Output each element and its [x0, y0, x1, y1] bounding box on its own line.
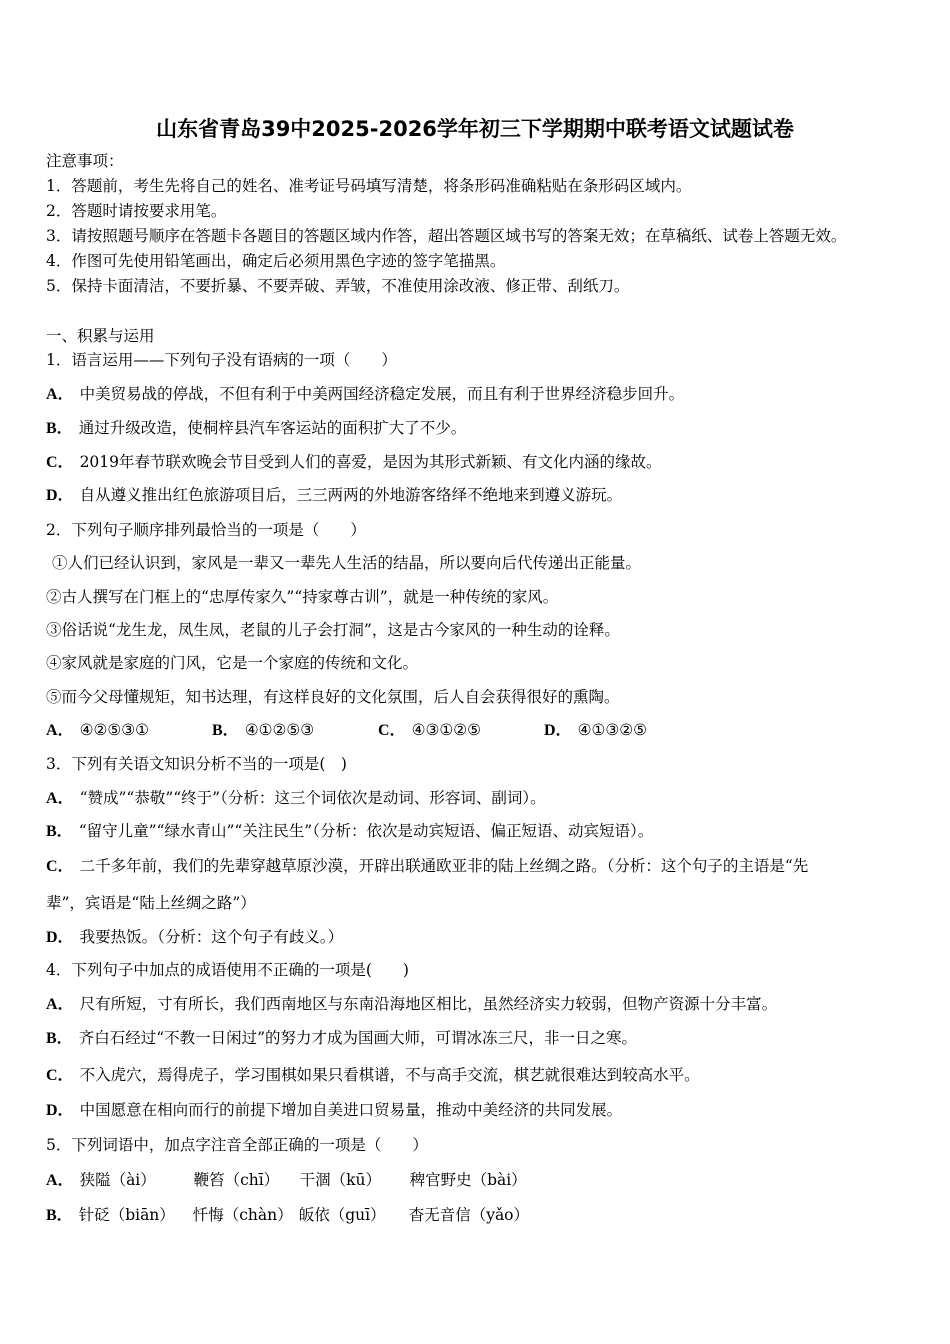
notice-item: 5．保持卡面清洁，不要折暴、不要弄破、弄皱，不准使用涂改液、修正带、刮纸刀。	[46, 277, 630, 295]
option	[46, 418, 466, 439]
option-text: 2019年春节联欢晚会节目受到人们的喜爱，是因为其形式新颖、有文化内涵的缘故。	[79, 453, 662, 471]
option: A． 尺有所短，寸有所长，我们西南地区与东南沿海地区相比，虽然经济实力较弱，但物产资源十分丰富。	[46, 995, 778, 1013]
sentence: ④家风就是家庭的门风，它是一个家庭的传统和文化。	[46, 654, 419, 672]
sentence: ②古人撰写在门框上的“忠厚传家久”“持家尊古训”，就是一种传统的家风。	[46, 588, 559, 606]
option-text: 自从遵义推出红色旅游项目后，三三两两的外地游客络绎不绝地来到遵义游玩。	[79, 486, 623, 504]
option: D． 中国愿意在相向而行的前提下增加自美进口贸易量，推动中美经济的共同发展。	[46, 1101, 623, 1119]
option-label: A．	[46, 386, 74, 403]
option-text: 通过升级改造，使桐梓县汽车客运站的面积扩大了不少。	[78, 419, 467, 437]
option	[46, 485, 622, 506]
option-text: 中美贸易战的停战，不但有利于中美两国经济稳定发展，而且有利于世界经济稳步回升。	[79, 385, 685, 403]
option	[46, 452, 662, 473]
notice-item: 3．请按照题号顺序在答题卡各题目的答题区域内作答，超出答题区域书写的答案无效；在草稿纸、试卷上答题无效。	[46, 227, 847, 245]
question-stem: 3．下列有关语文知识分析不当的一项是( )	[46, 755, 347, 773]
option: A． 狭隘（ài） 鞭笞（chī） 干涸（kū） 稗官野史（bài）	[46, 1171, 527, 1189]
notice-item: 4．作图可先使用铅笔画出，确定后必须用黑色字迹的签字笔描黑。	[46, 252, 506, 270]
question-stem: 2．下列句子顺序排列最恰当的一项是（ ）	[46, 521, 366, 539]
option-label: D．	[46, 487, 74, 504]
option: A． “赞成”“恭敬”“终于”（分析：这三个词依次是动词、形容词、副词）。	[46, 789, 546, 807]
option: A． ④②⑤③①	[46, 721, 150, 739]
sentence: ①人们已经认识到，家风是一辈又一辈先人生活的结晶，所以要向后代传递出正能量。	[52, 554, 642, 572]
question-stem: 5．下列词语中，加点字注音全部正确的一项是（ ）	[46, 1136, 428, 1154]
notice-heading: 注意事项：	[46, 152, 124, 170]
option: B． ④①②⑤③	[212, 721, 315, 739]
option: B． 针砭（biān） 忏悔（chàn） 皈依（guī） 杳无音信（yǎo）	[46, 1206, 530, 1224]
option: D． ④①③②⑤	[544, 721, 648, 739]
option: C． 不入虎穴，焉得虎子，学习围棋如果只看棋谱，不与高手交流，棋艺就很难达到较高水平。	[46, 1066, 700, 1084]
option-continuation: 辈”，宾语是“陆上丝绸之路”）	[46, 894, 256, 912]
options-row	[46, 720, 647, 741]
option: B． “留守儿童”“绿水青山”“关注民生”（分析：依次是动宾短语、偏正短语、动宾短语）。	[46, 822, 654, 840]
question-stem: 1．语言运用——下列句子没有语病的一项（ ）	[46, 351, 397, 369]
option: C． ④③①②⑤	[378, 721, 482, 739]
option: D． 我要热饭。（分析：这个句子有歧义。）	[46, 928, 344, 946]
sentence: ⑤而今父母懂规矩，知书达理，有这样良好的文化氛围，后人自会获得很好的熏陶。	[46, 688, 620, 706]
question-stem: 4．下列句子中加点的成语使用不正确的一项是( )	[46, 961, 409, 979]
option-label: B．	[46, 420, 73, 437]
option: C． 二千多年前，我们的先辈穿越草原沙漠，开辟出联通欧亚非的陆上丝绸之路。（分析：这个句子的主语是“先	[46, 857, 809, 875]
notice-item: 2．答题时请按要求用笔。	[46, 202, 227, 220]
section-heading: 一、积累与运用	[46, 327, 155, 345]
option-label: C．	[46, 454, 74, 471]
sentence: ③俗话说“龙生龙，凤生凤，老鼠的儿子会打洞”，这是古今家风的一种生动的诠释。	[46, 621, 620, 639]
notice-item: 1．答题前，考生先将自己的姓名、准考证号码填写清楚，将条形码准确粘贴在条形码区域内。	[46, 177, 692, 195]
option	[46, 384, 684, 405]
page-title: 山东省青岛39中2025-2026学年初三下学期期中联考语文试题试卷	[156, 117, 794, 141]
option: B． 齐白石经过“不教一日闲过”的努力才成为国画大师，可谓冰冻三尺，非一日之寒。	[46, 1029, 638, 1047]
